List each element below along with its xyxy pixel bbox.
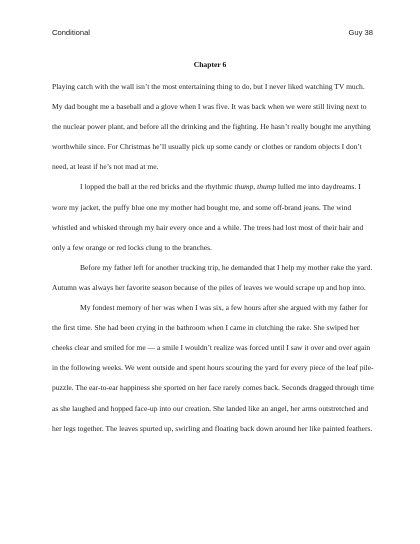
paragraph-2-italic: thump, thump [234,182,276,192]
running-title: Conditional [52,28,90,37]
paragraph-4: My fondest memory of her was when I was six, a few hours after she argued with my father for the first time. She had been crying in the bathroom when I came in clutching the rake. She swiped her cheeks clear and smiled for me — a smile I wouldn’t realize was forced until I saw it over and over again in the following weeks. We went outside and spent hours scouring the yard for every piece of the leaf pile-puzzle. The ear-to-ear happiness she sported on her face rarely comes back. Seconds dragged through time as she laughed and hopped face-up into our creation. She landed like an angel, her arms outstretched and her legs together. The leaves spurted up, swirling and floating back down around her like painted feathers. [52,303,374,433]
page-number: Guy 38 [348,28,373,37]
paragraph-2-end: lulled me into daydreams. I wore my jacket, the puffy blue one my mother had bought me, and some off-brand jeans. The wind whistled and whisked through my hair every once and a while. The trees had lost most of their hair and only a few orange or red locks clung to the branches. [52,182,364,252]
paragraph-3: Before my father left for another trucking trip, he demanded that I help my mother rake the yard. Autumn was always her favorite season because of the piles of leaves we would scrape up and hop into. [52,262,373,292]
chapter-heading: Chapter 6 [193,60,227,69]
paragraph-1: Playing catch with the wall isn’t the most entertaining thing to do, but I never liked watching TV much. My dad bought me a baseball and a glove when I was five. It was back when we were still living next to the nuclear power plant, and before all the drinking and the fighting. He hasn’t really bought me anything worthwhile since. For Christmas he’ll usually pick up some candy or clothes or random objects I don’t need, at least if he’s not mad at me. [52,82,371,172]
paragraph-2-start: I lopped the ball at the red bricks and the rhythmic [80,182,235,192]
body-text [52,77,374,439]
paragraph-2 [52,177,374,257]
running-header [52,28,373,40]
